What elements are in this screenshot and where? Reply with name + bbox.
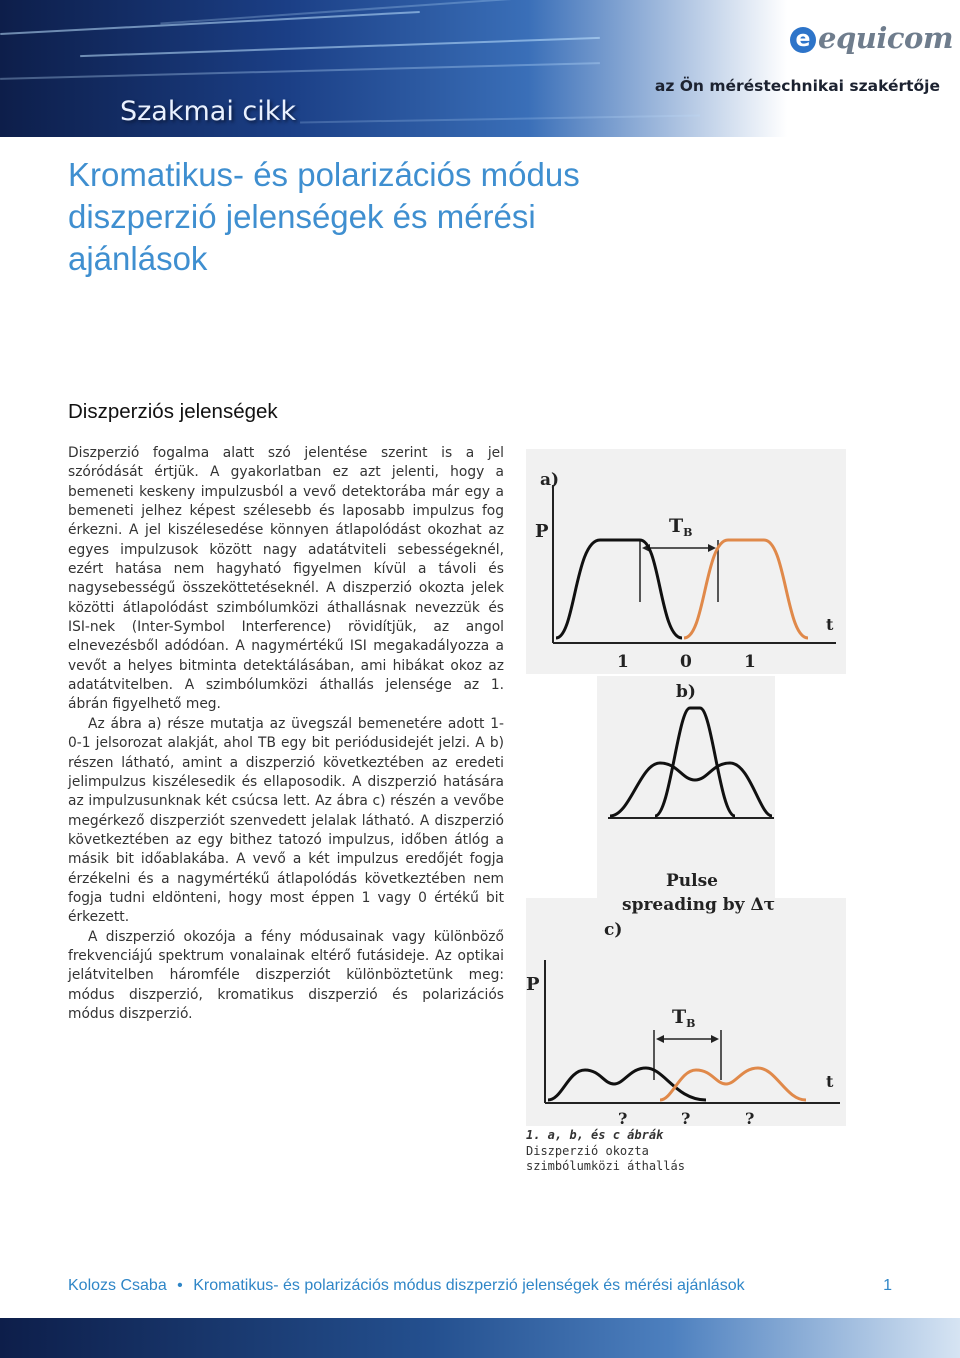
footer-author: Kolozs Csaba: [68, 1277, 167, 1294]
panel-c-y-axis: P: [526, 974, 540, 995]
panel-c-bit: ?: [745, 1109, 755, 1128]
panel-a-bit: 1: [617, 652, 629, 672]
panel-c-pulse-1: [548, 1068, 706, 1100]
panel-c-arrow-right-icon: [711, 1035, 719, 1043]
panel-a-bit: 0: [680, 652, 692, 672]
paragraph: A diszperzió okozója a fény módusainak vagy különböző frekvenciájú spektrum vonalainak eltérő futásideje. Az optikai jelátvitelben háromféle diszperziót különböztetünk meg: módus diszperzió, kromatikus diszperzió és polarizációs módus diszperzió.: [68, 928, 504, 1022]
figure-caption: [526, 1128, 685, 1175]
logo-e-icon: e: [790, 27, 816, 53]
panel-c-period-label: $T_B$: [672, 1006, 696, 1030]
panel-b-label: b): [676, 682, 696, 702]
page-title: Kromatikus- és polarizációs módus diszperzió jelenségek és mérési ajánlások: [68, 156, 580, 277]
panel-a-pulse-1: [556, 540, 682, 638]
panel-b-spread-pulse: [610, 763, 772, 816]
panel-c-pulse-2: [660, 1068, 806, 1100]
caption-title: 1. a, b, és c ábrák: [526, 1128, 664, 1142]
panel-a-label: a): [540, 470, 560, 490]
panel-c-bit: ?: [618, 1109, 628, 1128]
page-footer: [68, 1277, 892, 1295]
panel-a-bit: 1: [744, 652, 756, 672]
section-heading: Diszperziós jelenségek: [68, 400, 278, 423]
footer-title: Kromatikus- és polarizációs módus diszperzió jelenségek és mérési ajánlások: [193, 1277, 745, 1294]
panel-b-text-2: spreading by Δτ: [622, 895, 776, 915]
logo-text: equicom: [818, 21, 954, 55]
paragraph: Diszperzió fogalma alatt szó jelentése szerint is a jel szóródását értjük. A gyakorlatban ez azt jelenti, hogy a bemeneti keskeny impulzusból a vevő detektorába már egy a bemeneti jelhez képest szélesebb és laposabb impulzus fog érkezni. A jel kiszélesedése könnyen átlapolódást okozhat az egyes impulzusok között nagy adatátviteli sebességeknél, ezért hatása nem hagyható figyelmen kívül a távoli és nagysebességű összeköttetéseknél. A diszperzió okozta jelek közötti átlapolódást szimbólumközi áthallásnak nevezzük és ISI-nek (Inter-Symbol Interference) rövidítjük, az angol elnevezésből adódóan. A nagymértékű ISI megakadályozza a vevőt a helyes bitminta detektálásában, ami hibákat okoz az adatátvitelben. A szimbólumközi áthallás jelensége az 1. ábrán figyelhető meg.: [68, 445, 504, 713]
footer-separator: •: [177, 1277, 183, 1294]
panel-c-label: c): [604, 920, 623, 940]
panel-c-arrow-left-icon: [656, 1035, 664, 1043]
paragraph: Az ábra a) része mutatja az üvegszál bemenetére adott 1-0-1 jelsorozat alakját, ahol TB egy bit periódusidejét jelzi. A b) részen látható, amint a diszperzió következtében az eredeti jelimpulzus kiszélesedik és ellaposodik. A diszperzió hatására az impulzusunknak két csúcsa lett. Az ábra c) részén a vevőbe megérkező diszperziót szenvedett jelalak látható. A diszperzió következtében az egy bithez tatozó impulzus, időben átlóg a másik bit időablakába. A vevő a két impulzus eredőjét fogja érzékelni és a nagymértékű átlapolódás következtében nem fogja tudni eldönteni, hogy most éppen 1 vagy 0 értékű bit érkezett.: [68, 715, 504, 926]
panel-a-pulse-2: [684, 540, 808, 638]
panel-c-x-axis: t: [826, 1072, 834, 1091]
footer-strip: [0, 1318, 960, 1358]
page-number: 1: [883, 1277, 892, 1294]
panel-a-period-label: $T_B$: [669, 515, 693, 539]
tagline: az Ön méréstechnikai szakértője: [654, 77, 940, 95]
panel-a-x-axis: t: [826, 615, 834, 634]
caption-line: Diszperzió okozta: [526, 1143, 649, 1158]
section-label: Szakmai cikk: [120, 96, 297, 127]
caption-line: szimbólumközi áthallás: [526, 1159, 685, 1173]
panel-a-y-axis: P: [535, 521, 549, 542]
panel-b-text-1: Pulse: [666, 871, 718, 891]
panel-c-bit: ?: [681, 1109, 691, 1128]
panel-b-original-pulse: [655, 708, 735, 816]
